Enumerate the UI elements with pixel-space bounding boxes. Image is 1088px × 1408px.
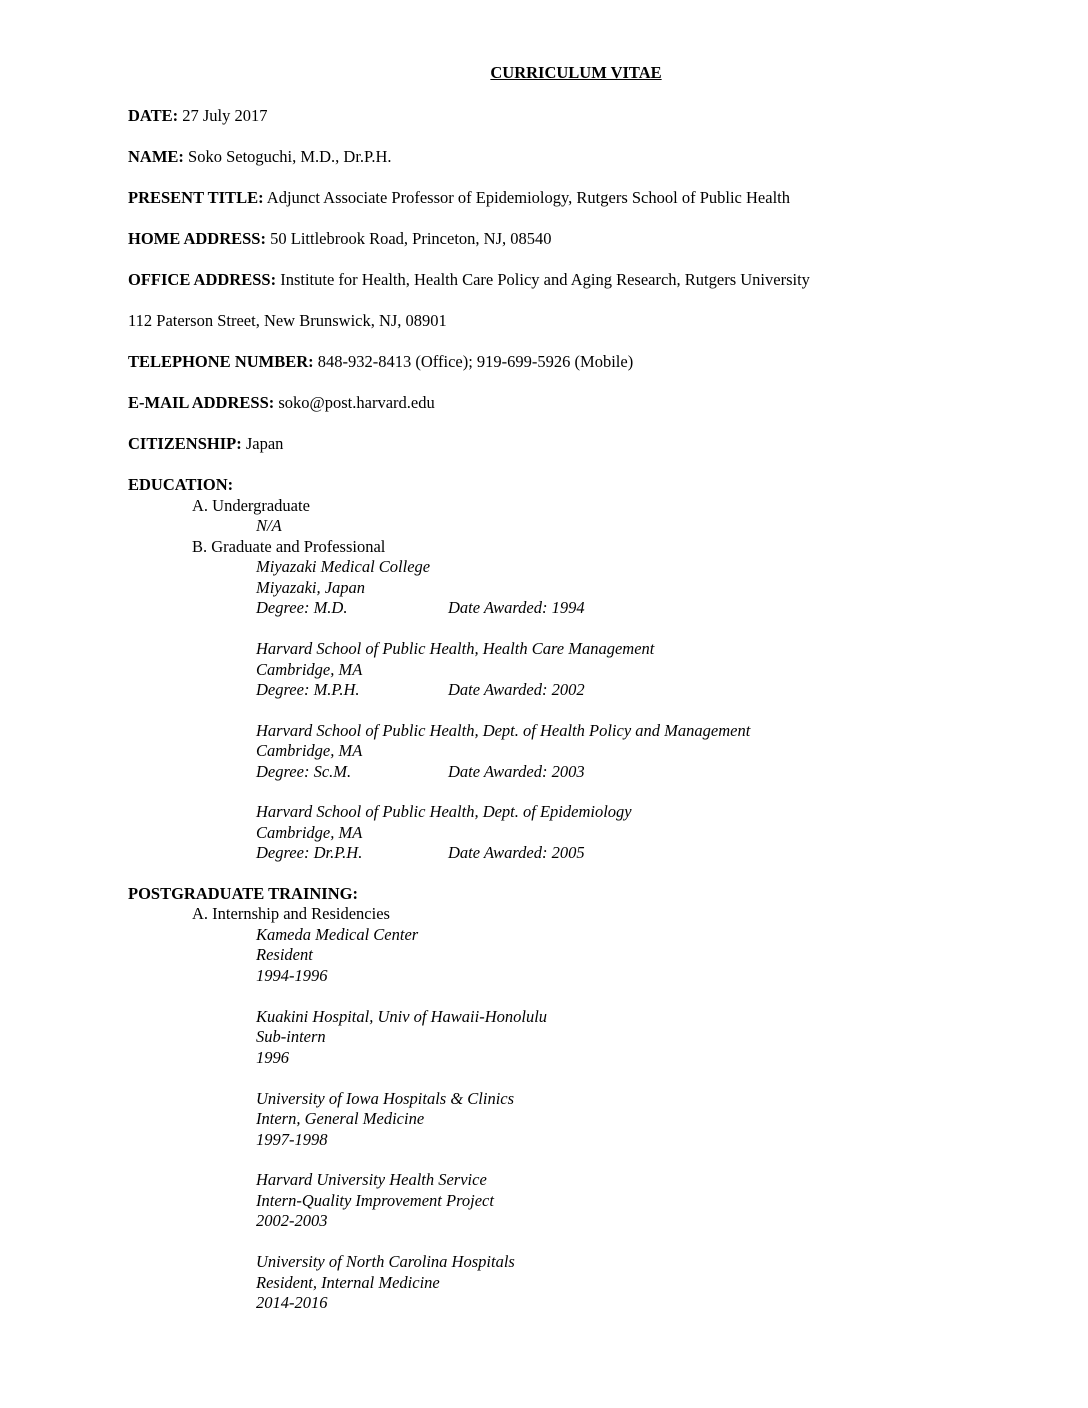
training-institution: University of North Carolina Hospitals — [256, 1252, 515, 1271]
education-degree: Degree: M.D. — [256, 598, 348, 617]
training-role: Resident — [256, 945, 313, 964]
education-heading: EDUCATION: — [128, 475, 234, 494]
education-school: Harvard School of Public Health, Dept. of Epidemiology — [256, 802, 632, 821]
training-years: 2002-2003 — [256, 1211, 328, 1230]
home-address-field — [128, 229, 552, 249]
education-location: Cambridge, MA — [256, 660, 363, 679]
telephone-label: TELEPHONE NUMBER: — [128, 352, 314, 371]
training-years: 1997-1998 — [256, 1130, 328, 1149]
name-value: Soko Setoguchi, M.D., Dr.P.H. — [183, 147, 392, 166]
training-institution: Kameda Medical Center — [256, 925, 419, 944]
training-years: 1996 — [256, 1048, 289, 1067]
education-location: Miyazaki, Japan — [256, 578, 366, 597]
training-institution: Harvard University Health Service — [256, 1170, 487, 1189]
telephone-field — [128, 352, 633, 372]
office-address-label: OFFICE ADDRESS: — [128, 270, 277, 289]
home-address-value: 50 Littlebrook Road, Princeton, NJ, 08540 — [265, 229, 552, 248]
name-label: NAME: — [128, 147, 184, 166]
email-field — [128, 393, 435, 413]
education-location: Cambridge, MA — [256, 741, 363, 760]
training-institution: University of Iowa Hospitals & Clinics — [256, 1089, 515, 1108]
date-value: 27 July 2017 — [178, 106, 268, 125]
education-degree: Degree: Dr.P.H. — [256, 843, 363, 862]
citizenship-label: CITIZENSHIP: — [128, 434, 242, 453]
training-role: Intern-Quality Improvement Project — [256, 1191, 494, 1210]
education-degree: Degree: M.P.H. — [256, 680, 360, 699]
training-years: 2014-2016 — [256, 1293, 328, 1312]
present-title-label: PRESENT TITLE: — [128, 188, 264, 207]
document-title: CURRICULUM VITAE — [490, 63, 662, 82]
present-title-field — [128, 188, 790, 208]
telephone-value: 848-932-8413 (Office); 919-699-5926 (Mobile) — [313, 352, 634, 371]
citizenship-value: Japan — [241, 434, 284, 453]
name-field — [128, 147, 392, 167]
education-degree: Degree: Sc.M. — [256, 762, 352, 781]
email-label: E-MAIL ADDRESS: — [128, 393, 275, 412]
undergrad-heading: A. Undergraduate — [192, 496, 310, 515]
home-address-label: HOME ADDRESS: — [128, 229, 266, 248]
training-institution: Kuakini Hospital, Univ of Hawaii-Honolulu — [256, 1007, 548, 1026]
grad-heading: B. Graduate and Professional — [192, 537, 386, 556]
date-label: DATE: — [128, 106, 179, 125]
training-role: Resident, Internal Medicine — [256, 1273, 440, 1292]
office-address-field — [128, 270, 810, 290]
training-role: Sub-intern — [256, 1027, 326, 1046]
date-field — [128, 106, 268, 126]
training-role: Intern, General Medicine — [256, 1109, 425, 1128]
postgrad-heading: POSTGRADUATE TRAINING: — [128, 884, 358, 903]
education-date-awarded: Date Awarded: 2003 — [448, 762, 585, 781]
education-location: Cambridge, MA — [256, 823, 363, 842]
citizenship-field — [128, 434, 283, 454]
training-years: 1994-1996 — [256, 966, 328, 985]
education-school: Harvard School of Public Health, Dept. of Health Policy and Management — [256, 721, 751, 740]
undergrad-value: N/A — [256, 516, 282, 535]
education-date-awarded: Date Awarded: 2005 — [448, 843, 585, 862]
email-value: soko@post.harvard.edu — [274, 393, 435, 412]
education-school: Harvard School of Public Health, Health Care Management — [256, 639, 655, 658]
present-title-value: Adjunct Associate Professor of Epidemiology, Rutgers School of Public Health — [263, 188, 790, 207]
office-address-value: Institute for Health, Health Care Policy and Aging Research, Rutgers University — [276, 270, 810, 289]
education-date-awarded: Date Awarded: 2002 — [448, 680, 585, 699]
education-date-awarded: Date Awarded: 1994 — [448, 598, 585, 617]
postgrad-subheading: A. Internship and Residencies — [192, 904, 390, 923]
office-address-line2: 112 Paterson Street, New Brunswick, NJ, 08901 — [128, 311, 447, 330]
education-school: Miyazaki Medical College — [256, 557, 431, 576]
